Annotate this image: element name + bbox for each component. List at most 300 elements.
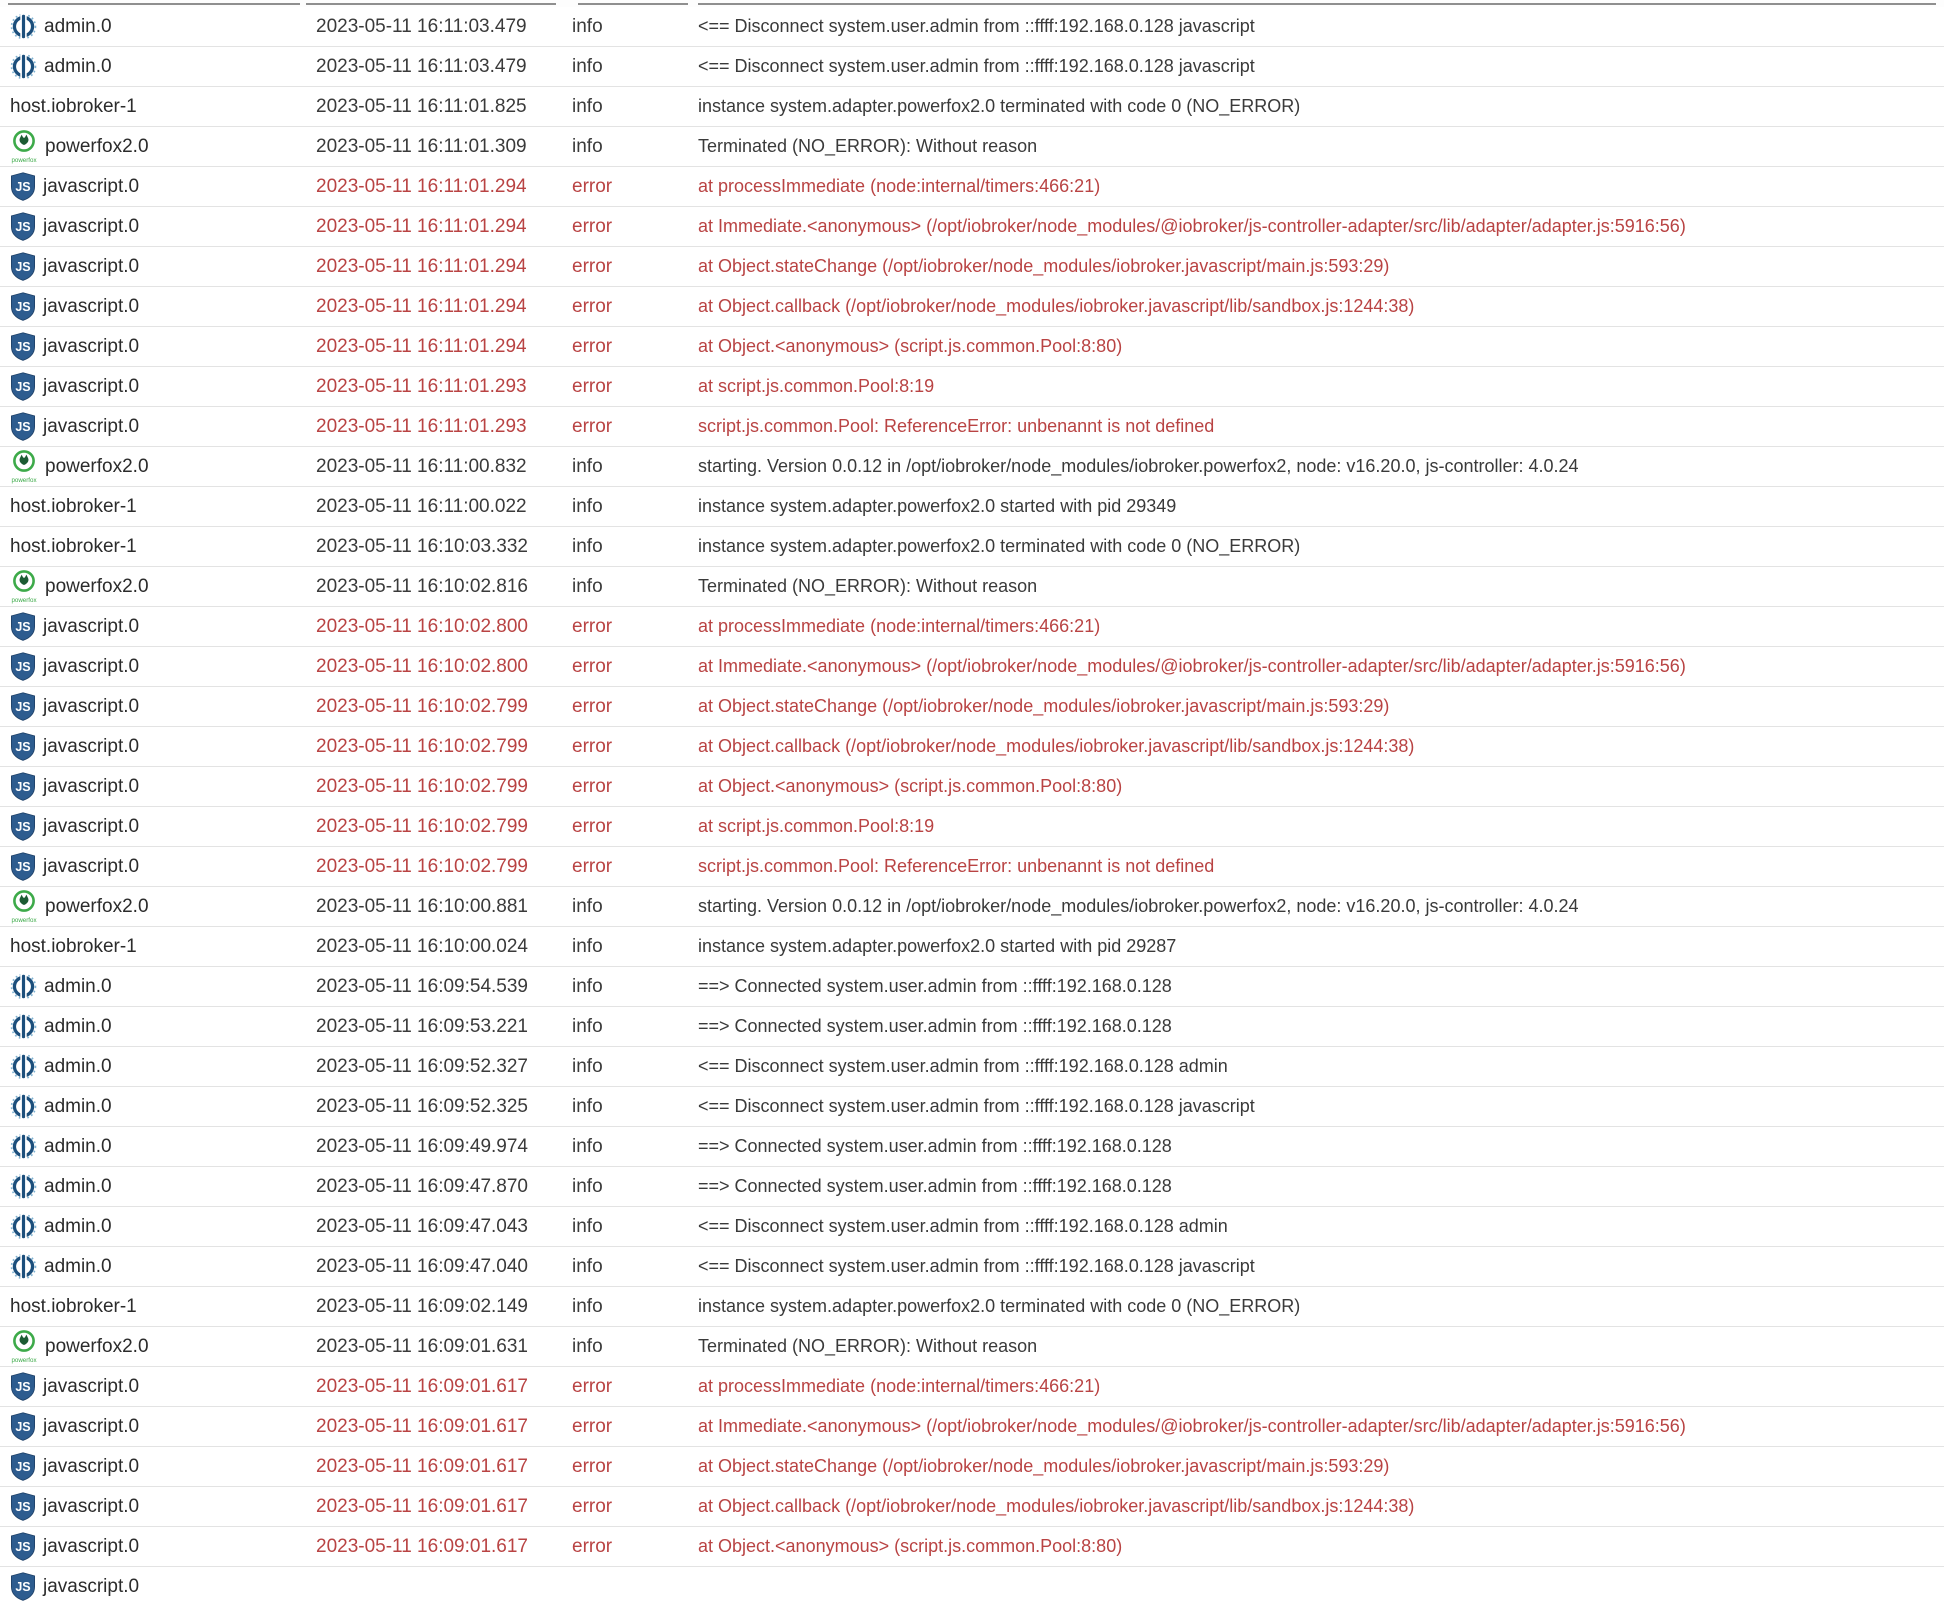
source-cell (0, 172, 306, 201)
log-row[interactable] (0, 287, 1944, 327)
log-row[interactable] (0, 47, 1944, 87)
js-glyph: JS (15, 620, 31, 635)
log-severity: info (572, 1335, 603, 1357)
js-glyph: JS (15, 1580, 31, 1595)
js-glyph: JS (15, 260, 31, 275)
js-glyph: JS (15, 1420, 31, 1435)
log-message: at script.js.common.Pool:8:19 (698, 816, 935, 836)
log-row[interactable] (0, 127, 1944, 167)
log-message: at processImmediate (node:internal/timers:466:21) (698, 1376, 1101, 1396)
log-row[interactable] (0, 527, 1944, 567)
log-message: script.js.common.Pool: ReferenceError: unbenannt is not defined (698, 416, 1215, 436)
source-label: javascript.0 (43, 335, 140, 357)
log-message: at processImmediate (node:internal/timers:466:21) (698, 176, 1101, 196)
js-glyph: JS (15, 380, 31, 395)
powerfox-wordmark: powerfox (11, 1356, 37, 1364)
source-cell (0, 412, 306, 441)
javascript-icon (10, 292, 36, 321)
source-label: powerfox2.0 (45, 895, 149, 917)
log-time: 2023-05-11 16:10:00.024 (316, 935, 528, 957)
log-message: at processImmediate (node:internal/timers:466:21) (698, 616, 1101, 636)
source-cell (0, 1053, 306, 1080)
source-label: powerfox2.0 (45, 455, 149, 477)
log-row[interactable] (0, 1487, 1944, 1527)
log-row[interactable] (0, 767, 1944, 807)
powerfox-icon (10, 1329, 38, 1365)
iobroker-admin-icon (10, 1013, 37, 1040)
log-message: at Immediate.<anonymous> (/opt/iobroker/node_modules/@iobroker/js-controller-adapter/src/lib/adapter/adapter.js:5916:56) (698, 1416, 1686, 1436)
log-message: at Object.callback (/opt/iobroker/node_modules/iobroker.javascript/lib/sandbox.js:1244:38) (698, 736, 1415, 756)
source-cell (0, 1213, 306, 1240)
log-severity: info (572, 1255, 603, 1277)
source-label: javascript.0 (43, 695, 140, 717)
log-time: 2023-05-11 16:11:01.293 (316, 375, 527, 397)
log-severity: error (572, 615, 613, 637)
log-message: at Object.stateChange (/opt/iobroker/node_modules/iobroker.javascript/main.js:593:29) (698, 256, 1390, 276)
log-time: 2023-05-11 16:11:01.294 (316, 335, 527, 357)
js-glyph: JS (15, 700, 31, 715)
js-glyph: JS (15, 300, 31, 315)
source-label: powerfox2.0 (45, 575, 149, 597)
source-cell (0, 1372, 306, 1401)
javascript-icon (10, 612, 36, 641)
source-label: javascript.0 (43, 215, 140, 237)
log-time: 2023-05-11 16:11:01.293 (316, 415, 527, 437)
log-message: starting. Version 0.0.12 in /opt/iobroker/node_modules/iobroker.powerfox2, node: v16.20.0, js-controller: 4.0.24 (698, 456, 1579, 476)
log-severity: info (572, 15, 603, 37)
js-glyph: JS (15, 420, 31, 435)
source-cell (0, 332, 306, 361)
log-message: at Object.<anonymous> (script.js.common.Pool:8:80) (698, 1536, 1123, 1556)
js-glyph: JS (15, 180, 31, 195)
iobroker-admin-icon (10, 53, 37, 80)
log-row[interactable] (0, 247, 1944, 287)
source-label: javascript.0 (43, 1495, 140, 1517)
js-glyph: JS (15, 1540, 31, 1555)
js-glyph: JS (15, 220, 31, 235)
log-message: instance system.adapter.powerfox2.0 terminated with code 0 (NO_ERROR) (698, 536, 1301, 556)
source-label: javascript.0 (43, 855, 140, 877)
source-label: admin.0 (44, 15, 112, 37)
powerfox-icon (10, 449, 38, 485)
log-message: instance system.adapter.powerfox2.0 terminated with code 0 (NO_ERROR) (698, 1296, 1301, 1316)
log-time: 2023-05-11 16:09:01.617 (316, 1535, 528, 1557)
source-cell (0, 1013, 306, 1040)
source-label: host.iobroker-1 (10, 1295, 137, 1317)
source-label: javascript.0 (43, 615, 140, 637)
javascript-icon (10, 772, 36, 801)
log-severity: error (572, 375, 613, 397)
log-time: 2023-05-11 16:09:47.040 (316, 1255, 528, 1277)
source-label: admin.0 (44, 1095, 112, 1117)
log-row[interactable] (0, 1367, 1944, 1407)
log-row[interactable] (0, 607, 1944, 647)
js-glyph: JS (15, 780, 31, 795)
source-label: javascript.0 (43, 415, 140, 437)
source-cell (0, 53, 306, 80)
javascript-icon (10, 1372, 36, 1401)
log-time: 2023-05-11 16:11:01.294 (316, 175, 527, 197)
log-time: 2023-05-11 16:09:52.325 (316, 1095, 528, 1117)
log-row[interactable] (0, 447, 1944, 487)
source-cell (0, 536, 306, 558)
iobroker-admin-icon (10, 1253, 37, 1280)
js-glyph: JS (15, 340, 31, 355)
source-label: javascript.0 (43, 1455, 140, 1477)
log-time: 2023-05-11 16:09:49.974 (316, 1135, 528, 1157)
javascript-icon (10, 1492, 36, 1521)
log-row[interactable] (0, 87, 1944, 127)
log-row[interactable] (0, 167, 1944, 207)
log-time: 2023-05-11 16:11:00.022 (316, 495, 527, 517)
log-message: instance system.adapter.powerfox2.0 started with pid 29287 (698, 936, 1177, 956)
iobroker-admin-icon (10, 1173, 37, 1200)
log-severity: error (572, 215, 613, 237)
source-label: host.iobroker-1 (10, 495, 137, 517)
log-message: at Object.stateChange (/opt/iobroker/node_modules/iobroker.javascript/main.js:593:29) (698, 696, 1390, 716)
powerfox-icon (10, 889, 38, 925)
log-severity: error (572, 815, 613, 837)
log-severity: error (572, 295, 613, 317)
js-glyph: JS (15, 820, 31, 835)
log-row[interactable] (0, 1167, 1944, 1207)
log-row[interactable] (0, 1247, 1944, 1287)
log-message: ==> Connected system.user.admin from ::ffff:192.168.0.128 (698, 976, 1172, 996)
log-message: <== Disconnect system.user.admin from ::ffff:192.168.0.128 javascript (698, 56, 1255, 76)
log-row[interactable] (0, 687, 1944, 727)
log-time: 2023-05-11 16:11:03.479 (316, 15, 527, 37)
log-row[interactable] (0, 327, 1944, 367)
source-label: javascript.0 (43, 1375, 140, 1397)
log-row[interactable] (0, 1407, 1944, 1447)
source-label: host.iobroker-1 (10, 935, 137, 957)
log-time: 2023-05-11 16:10:03.332 (316, 535, 528, 557)
js-glyph: JS (15, 660, 31, 675)
log-time: 2023-05-11 16:09:01.617 (316, 1375, 528, 1397)
source-cell (0, 1173, 306, 1200)
log-severity: error (572, 695, 613, 717)
javascript-icon (10, 732, 36, 761)
powerfox-wordmark: powerfox (11, 596, 37, 604)
js-glyph: JS (15, 1500, 31, 1515)
source-label: javascript.0 (43, 175, 140, 197)
log-time: 2023-05-11 16:11:01.294 (316, 295, 527, 317)
log-message: Terminated (NO_ERROR): Without reason (698, 1336, 1038, 1356)
log-row[interactable] (0, 1047, 1944, 1087)
log-message: <== Disconnect system.user.admin from ::ffff:192.168.0.128 javascript (698, 1256, 1255, 1276)
log-time: 2023-05-11 16:09:01.617 (316, 1415, 528, 1437)
source-cell (0, 1133, 306, 1160)
log-row[interactable] (0, 927, 1944, 967)
log-time: 2023-05-11 16:10:02.800 (316, 615, 528, 637)
log-severity: error (572, 335, 613, 357)
log-row[interactable] (0, 847, 1944, 887)
log-time: 2023-05-11 16:09:54.539 (316, 975, 528, 997)
powerfox-icon (10, 129, 38, 165)
javascript-icon (10, 812, 36, 841)
column-underline-severity (578, 3, 688, 5)
source-label: admin.0 (44, 1175, 112, 1197)
source-cell (0, 449, 306, 485)
log-message: at Object.stateChange (/opt/iobroker/node_modules/iobroker.javascript/main.js:593:29) (698, 1456, 1390, 1476)
source-cell (0, 13, 306, 40)
log-row[interactable] (0, 407, 1944, 447)
source-label: admin.0 (44, 1135, 112, 1157)
log-row[interactable] (0, 727, 1944, 767)
log-row[interactable] (0, 1327, 1944, 1367)
log-time: 2023-05-11 16:10:02.799 (316, 815, 528, 837)
powerfox-icon (10, 569, 38, 605)
log-row[interactable] (0, 207, 1944, 247)
log-row[interactable] (0, 1087, 1944, 1127)
source-cell (0, 612, 306, 641)
source-cell (0, 852, 306, 881)
log-row[interactable] (0, 887, 1944, 927)
iobroker-admin-icon (10, 973, 37, 1000)
log-time: 2023-05-11 16:11:01.294 (316, 215, 527, 237)
log-row[interactable] (0, 647, 1944, 687)
log-time: 2023-05-11 16:09:02.149 (316, 1295, 528, 1317)
source-cell (0, 212, 306, 241)
source-label: javascript.0 (43, 255, 140, 277)
log-time: 2023-05-11 16:10:02.799 (316, 775, 528, 797)
log-row[interactable] (0, 967, 1944, 1007)
source-label: javascript.0 (43, 735, 140, 757)
source-label: javascript.0 (43, 295, 140, 317)
source-label: javascript.0 (43, 375, 140, 397)
log-time: 2023-05-11 16:10:00.881 (316, 895, 528, 917)
source-label: javascript.0 (43, 1415, 140, 1437)
javascript-icon (10, 692, 36, 721)
log-time: 2023-05-11 16:09:01.617 (316, 1455, 528, 1477)
log-row[interactable] (0, 1447, 1944, 1487)
source-cell (0, 1296, 306, 1318)
log-message: at script.js.common.Pool:8:19 (698, 376, 935, 396)
source-cell (0, 1329, 306, 1365)
js-glyph: JS (15, 860, 31, 875)
log-severity: error (572, 1455, 613, 1477)
log-severity: error (572, 415, 613, 437)
log-severity: error (572, 655, 613, 677)
log-time: 2023-05-11 16:10:02.799 (316, 735, 528, 757)
source-cell (0, 973, 306, 1000)
table-header-partial (0, 0, 1944, 7)
source-cell (0, 936, 306, 958)
powerfox-wordmark: powerfox (11, 916, 37, 924)
javascript-icon (10, 372, 36, 401)
source-cell (0, 292, 306, 321)
log-time: 2023-05-11 16:10:02.799 (316, 855, 528, 877)
iobroker-admin-icon (10, 1053, 37, 1080)
javascript-icon (10, 212, 36, 241)
source-cell (0, 1452, 306, 1481)
log-message: at Immediate.<anonymous> (/opt/iobroker/node_modules/@iobroker/js-controller-adapter/src/lib/adapter/adapter.js:5916:56) (698, 216, 1686, 236)
source-label: admin.0 (44, 1015, 112, 1037)
javascript-icon (10, 1532, 36, 1561)
log-severity: info (572, 1215, 603, 1237)
log-row[interactable] (0, 807, 1944, 847)
log-time: 2023-05-11 16:11:01.294 (316, 255, 527, 277)
log-row[interactable] (0, 1207, 1944, 1247)
javascript-icon (10, 1412, 36, 1441)
source-cell (0, 569, 306, 605)
javascript-icon (10, 412, 36, 441)
log-message: at Object.callback (/opt/iobroker/node_modules/iobroker.javascript/lib/sandbox.js:1244:38) (698, 1496, 1415, 1516)
source-label: host.iobroker-1 (10, 95, 137, 117)
source-cell (0, 1093, 306, 1120)
log-row[interactable] (0, 1287, 1944, 1327)
log-severity: error (572, 1415, 613, 1437)
source-label: javascript.0 (43, 655, 140, 677)
source-label: powerfox2.0 (45, 1335, 149, 1357)
log-message: at Object.<anonymous> (script.js.common.Pool:8:80) (698, 336, 1123, 356)
source-cell (0, 129, 306, 165)
source-cell (0, 1572, 306, 1601)
log-severity: info (572, 495, 603, 517)
source-cell (0, 1532, 306, 1561)
source-cell (0, 652, 306, 681)
javascript-icon (10, 332, 36, 361)
log-row[interactable] (0, 1527, 1944, 1567)
iobroker-admin-icon (10, 13, 37, 40)
source-cell (0, 692, 306, 721)
log-message: ==> Connected system.user.admin from ::ffff:192.168.0.128 (698, 1016, 1172, 1036)
iobroker-admin-icon (10, 1133, 37, 1160)
source-cell (0, 812, 306, 841)
log-severity: error (572, 175, 613, 197)
log-severity: error (572, 775, 613, 797)
iobroker-admin-icon (10, 1093, 37, 1120)
source-label: host.iobroker-1 (10, 535, 137, 557)
powerfox-wordmark: powerfox (11, 156, 37, 164)
log-severity: error (572, 1535, 613, 1557)
log-message: instance system.adapter.powerfox2.0 terminated with code 0 (NO_ERROR) (698, 96, 1301, 116)
source-cell (0, 496, 306, 518)
source-label: javascript.0 (43, 1575, 140, 1597)
log-time: 2023-05-11 16:10:02.816 (316, 575, 528, 597)
log-severity: error (572, 855, 613, 877)
log-time: 2023-05-11 16:09:01.617 (316, 1495, 528, 1517)
source-cell (0, 1412, 306, 1441)
log-table (0, 7, 1944, 1606)
log-row[interactable] (0, 487, 1944, 527)
log-severity: error (572, 735, 613, 757)
log-time: 2023-05-11 16:11:01.309 (316, 135, 527, 157)
javascript-icon (10, 852, 36, 881)
source-label: admin.0 (44, 55, 112, 77)
log-severity: info (572, 95, 603, 117)
source-label: admin.0 (44, 1255, 112, 1277)
log-row[interactable] (0, 1567, 1944, 1606)
log-severity: info (572, 1295, 603, 1317)
log-message: <== Disconnect system.user.admin from ::ffff:192.168.0.128 javascript (698, 16, 1255, 36)
column-underline-message (698, 3, 1936, 5)
column-underline-time (306, 3, 556, 5)
log-severity: info (572, 575, 603, 597)
log-severity: error (572, 1495, 613, 1517)
log-time: 2023-05-11 16:09:47.870 (316, 1175, 528, 1197)
log-time: 2023-05-11 16:11:01.825 (316, 95, 527, 117)
log-severity: info (572, 895, 603, 917)
log-time: 2023-05-11 16:09:47.043 (316, 1215, 528, 1237)
source-cell (0, 372, 306, 401)
js-glyph: JS (15, 1380, 31, 1395)
log-message: at Object.callback (/opt/iobroker/node_modules/iobroker.javascript/lib/sandbox.js:1244:38) (698, 296, 1415, 316)
javascript-icon (10, 252, 36, 281)
source-cell (0, 1253, 306, 1280)
log-time: 2023-05-11 16:09:53.221 (316, 1015, 528, 1037)
log-severity: info (572, 975, 603, 997)
log-message: <== Disconnect system.user.admin from ::ffff:192.168.0.128 admin (698, 1216, 1228, 1236)
source-cell (0, 1492, 306, 1521)
source-cell (0, 772, 306, 801)
iobroker-admin-icon (10, 1213, 37, 1240)
log-severity: info (572, 135, 603, 157)
log-severity: info (572, 1095, 603, 1117)
source-cell (0, 732, 306, 761)
log-message: script.js.common.Pool: ReferenceError: unbenannt is not defined (698, 856, 1215, 876)
source-label: powerfox2.0 (45, 135, 149, 157)
js-glyph: JS (15, 740, 31, 755)
log-time: 2023-05-11 16:09:01.631 (316, 1335, 528, 1357)
source-cell (0, 252, 306, 281)
log-severity: info (572, 55, 603, 77)
log-severity: info (572, 455, 603, 477)
log-severity: info (572, 1015, 603, 1037)
log-message: at Immediate.<anonymous> (/opt/iobroker/node_modules/@iobroker/js-controller-adapter/src/lib/adapter/adapter.js:5916:56) (698, 656, 1686, 676)
log-message: Terminated (NO_ERROR): Without reason (698, 576, 1038, 596)
log-severity: info (572, 535, 603, 557)
javascript-icon (10, 1452, 36, 1481)
source-label: javascript.0 (43, 815, 140, 837)
log-severity: info (572, 935, 603, 957)
js-glyph: JS (15, 1460, 31, 1475)
log-severity: info (572, 1055, 603, 1077)
log-row[interactable] (0, 567, 1944, 607)
source-label: javascript.0 (43, 1535, 140, 1557)
source-cell (0, 889, 306, 925)
log-row[interactable] (0, 1127, 1944, 1167)
log-time: 2023-05-11 16:10:02.800 (316, 655, 528, 677)
log-message: ==> Connected system.user.admin from ::ffff:192.168.0.128 (698, 1136, 1172, 1156)
log-time: 2023-05-11 16:10:02.799 (316, 695, 528, 717)
powerfox-wordmark: powerfox (11, 476, 37, 484)
log-time: 2023-05-11 16:11:03.479 (316, 55, 527, 77)
log-row[interactable] (0, 367, 1944, 407)
log-message: Terminated (NO_ERROR): Without reason (698, 136, 1038, 156)
log-message: <== Disconnect system.user.admin from ::ffff:192.168.0.128 admin (698, 1056, 1228, 1076)
log-message: instance system.adapter.powerfox2.0 started with pid 29349 (698, 496, 1177, 516)
log-row[interactable] (0, 7, 1944, 47)
log-severity: error (572, 1375, 613, 1397)
column-underline-source (8, 3, 300, 5)
log-severity: info (572, 1135, 603, 1157)
javascript-icon (10, 172, 36, 201)
source-cell (0, 96, 306, 118)
source-label: admin.0 (44, 975, 112, 997)
log-row[interactable] (0, 1007, 1944, 1047)
log-time: 2023-05-11 16:11:00.832 (316, 455, 527, 477)
javascript-icon (10, 1572, 36, 1601)
log-message: ==> Connected system.user.admin from ::ffff:192.168.0.128 (698, 1176, 1172, 1196)
log-message: <== Disconnect system.user.admin from ::ffff:192.168.0.128 javascript (698, 1096, 1255, 1116)
log-severity: info (572, 1175, 603, 1197)
log-message: at Object.<anonymous> (script.js.common.Pool:8:80) (698, 776, 1123, 796)
source-label: admin.0 (44, 1215, 112, 1237)
log-message: starting. Version 0.0.12 in /opt/iobroker/node_modules/iobroker.powerfox2, node: v16.20.0, js-controller: 4.0.24 (698, 896, 1579, 916)
log-time: 2023-05-11 16:09:52.327 (316, 1055, 528, 1077)
javascript-icon (10, 652, 36, 681)
